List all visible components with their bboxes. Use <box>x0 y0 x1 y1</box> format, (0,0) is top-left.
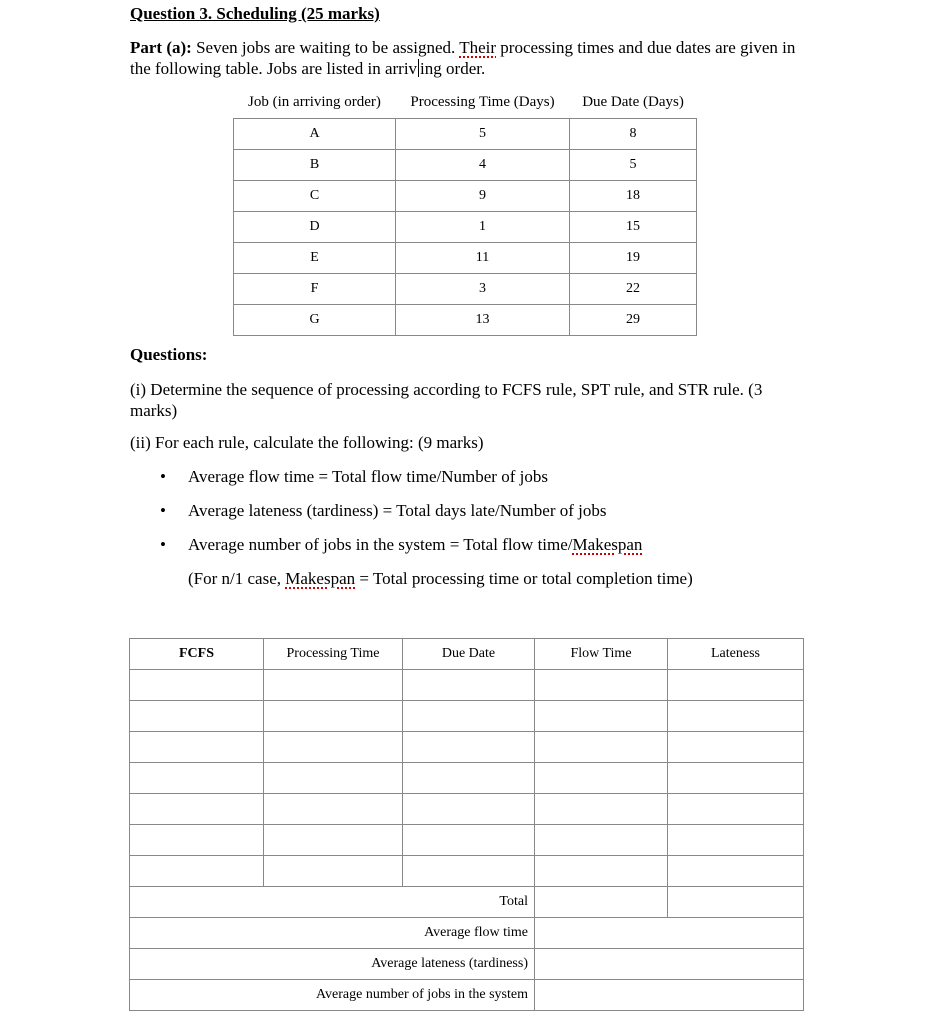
table-row <box>234 305 697 336</box>
processing-time-cell: 3 <box>396 274 570 305</box>
avg-jobs-label: Average number of jobs in the system <box>130 980 535 1011</box>
part-a-text-2: processing times and due dates are given in the following table. Jobs are listed in <box>130 38 796 78</box>
job-cell: C <box>234 181 396 212</box>
jobs-header-job: Job (in arriving order) <box>248 94 381 110</box>
total-row <box>130 887 804 918</box>
empty-cell[interactable] <box>403 701 535 732</box>
processing-time-cell: 1 <box>396 212 570 243</box>
avg-lateness-cell[interactable] <box>535 949 804 980</box>
empty-cell[interactable] <box>668 856 804 887</box>
due-date-cell: 5 <box>570 150 697 181</box>
empty-cell[interactable] <box>535 670 668 701</box>
processing-time-cell: 11 <box>396 243 570 274</box>
total-flow-time-cell[interactable] <box>535 887 668 918</box>
empty-cell[interactable] <box>130 794 264 825</box>
bullet-avg-lateness: Average lateness (tardiness) = Total days late/Number of jobs <box>188 501 607 520</box>
fcfs-header-label: FCFS <box>130 639 264 670</box>
note-post: = Total processing time or total completion time) <box>355 569 693 588</box>
empty-cell[interactable] <box>130 670 264 701</box>
due-date-cell: 29 <box>570 305 697 336</box>
jobs-table <box>233 87 697 336</box>
bullet-dot-icon: • <box>160 467 166 486</box>
fcfs-header-lateness: Lateness <box>668 639 804 670</box>
table-row <box>130 670 804 701</box>
empty-cell[interactable] <box>403 670 535 701</box>
fcfs-header-row <box>130 639 804 670</box>
empty-cell[interactable] <box>668 825 804 856</box>
empty-cell[interactable] <box>264 763 403 794</box>
job-cell: E <box>234 243 396 274</box>
table-row <box>234 212 697 243</box>
table-row <box>130 701 804 732</box>
empty-cell[interactable] <box>403 794 535 825</box>
empty-cell[interactable] <box>403 825 535 856</box>
question-title: Question 3. Scheduling (25 marks) <box>130 4 380 23</box>
processing-time-cell: 13 <box>396 305 570 336</box>
table-row <box>234 119 697 150</box>
part-a-label: Part (a): <box>130 38 192 57</box>
processing-time-cell: 5 <box>396 119 570 150</box>
jobs-header-due-date: Due Date (Days) <box>582 94 684 110</box>
table-row <box>234 243 697 274</box>
processing-time-cell: 4 <box>396 150 570 181</box>
empty-cell[interactable] <box>130 732 264 763</box>
jobs-table-header <box>234 87 697 119</box>
fcfs-header-processing-time: Processing Time <box>264 639 403 670</box>
spelling-flag-their: Their <box>459 38 497 57</box>
bullet-avg-jobs <box>188 535 642 555</box>
empty-cell[interactable] <box>668 763 804 794</box>
empty-cell[interactable] <box>535 763 668 794</box>
empty-cell[interactable] <box>264 825 403 856</box>
job-cell: B <box>234 150 396 181</box>
empty-cell[interactable] <box>403 856 535 887</box>
spelling-flag-makespan: Makespan <box>572 535 643 554</box>
note-pre: (For n/1 case, <box>188 569 286 588</box>
fcfs-table <box>129 638 804 1011</box>
avg-lateness-label: Average lateness (tardiness) <box>130 949 535 980</box>
empty-cell[interactable] <box>535 701 668 732</box>
part-a-paragraph <box>130 37 810 79</box>
bullet-avg-jobs-text: Average number of jobs in the system = Total flow time/ <box>188 535 573 554</box>
table-row <box>130 825 804 856</box>
avg-flow-time-cell[interactable] <box>535 918 804 949</box>
table-row <box>130 763 804 794</box>
table-row <box>234 181 697 212</box>
text-cursor <box>418 59 419 77</box>
job-cell: D <box>234 212 396 243</box>
due-date-cell: 8 <box>570 119 697 150</box>
empty-cell[interactable] <box>264 856 403 887</box>
job-cell: F <box>234 274 396 305</box>
jobs-header-processing-time: Processing Time (Days) <box>410 94 555 110</box>
empty-cell[interactable] <box>130 763 264 794</box>
processing-time-cell: 9 <box>396 181 570 212</box>
total-lateness-cell[interactable] <box>668 887 804 918</box>
table-row <box>130 856 804 887</box>
empty-cell[interactable] <box>264 794 403 825</box>
questions-heading: Questions: <box>130 345 208 364</box>
table-row <box>130 732 804 763</box>
avg-lateness-row <box>130 949 804 980</box>
spelling-flag-makespan-note: Makespan <box>285 569 356 588</box>
avg-flow-time-label: Average flow time <box>130 918 535 949</box>
question-ii: (ii) For each rule, calculate the following: (9 marks) <box>130 433 484 452</box>
bullet-avg-flow-time: Average flow time = Total flow time/Number of jobs <box>188 467 548 486</box>
empty-cell[interactable] <box>264 732 403 763</box>
table-row <box>234 150 697 181</box>
empty-cell[interactable] <box>130 856 264 887</box>
empty-cell[interactable] <box>668 732 804 763</box>
avg-jobs-row <box>130 980 804 1011</box>
part-a-text-3: order. <box>441 59 486 78</box>
empty-cell[interactable] <box>535 825 668 856</box>
job-cell: A <box>234 119 396 150</box>
due-date-cell: 15 <box>570 212 697 243</box>
empty-cell[interactable] <box>130 825 264 856</box>
bullet-dot-icon: • <box>160 501 166 520</box>
bullet-dot-icon: • <box>160 535 166 554</box>
due-date-cell: 18 <box>570 181 697 212</box>
empty-cell[interactable] <box>535 732 668 763</box>
empty-cell[interactable] <box>403 763 535 794</box>
due-date-cell: 19 <box>570 243 697 274</box>
empty-cell[interactable] <box>403 732 535 763</box>
table-row <box>130 794 804 825</box>
avg-jobs-cell[interactable] <box>535 980 804 1011</box>
empty-cell[interactable] <box>535 794 668 825</box>
empty-cell[interactable] <box>264 701 403 732</box>
empty-cell[interactable] <box>668 670 804 701</box>
due-date-cell: 22 <box>570 274 697 305</box>
table-row <box>234 274 697 305</box>
part-a-text-arriv: arriv <box>384 59 418 78</box>
empty-cell[interactable] <box>535 856 668 887</box>
job-cell: G <box>234 305 396 336</box>
makespan-note <box>188 569 693 589</box>
part-a-text-ing: ing <box>420 59 442 78</box>
part-a-text-1: Seven jobs are waiting to be assigned. <box>191 38 460 57</box>
empty-cell[interactable] <box>130 701 264 732</box>
empty-cell[interactable] <box>668 701 804 732</box>
empty-cell[interactable] <box>668 794 804 825</box>
fcfs-header-due-date: Due Date <box>403 639 535 670</box>
fcfs-header-flow-time: Flow Time <box>535 639 668 670</box>
question-i: (i) Determine the sequence of processing according to FCFS rule, SPT rule, and STR rule. (3 marks) <box>130 380 763 420</box>
avg-flow-time-row <box>130 918 804 949</box>
total-label: Total <box>130 887 535 918</box>
empty-cell[interactable] <box>264 670 403 701</box>
